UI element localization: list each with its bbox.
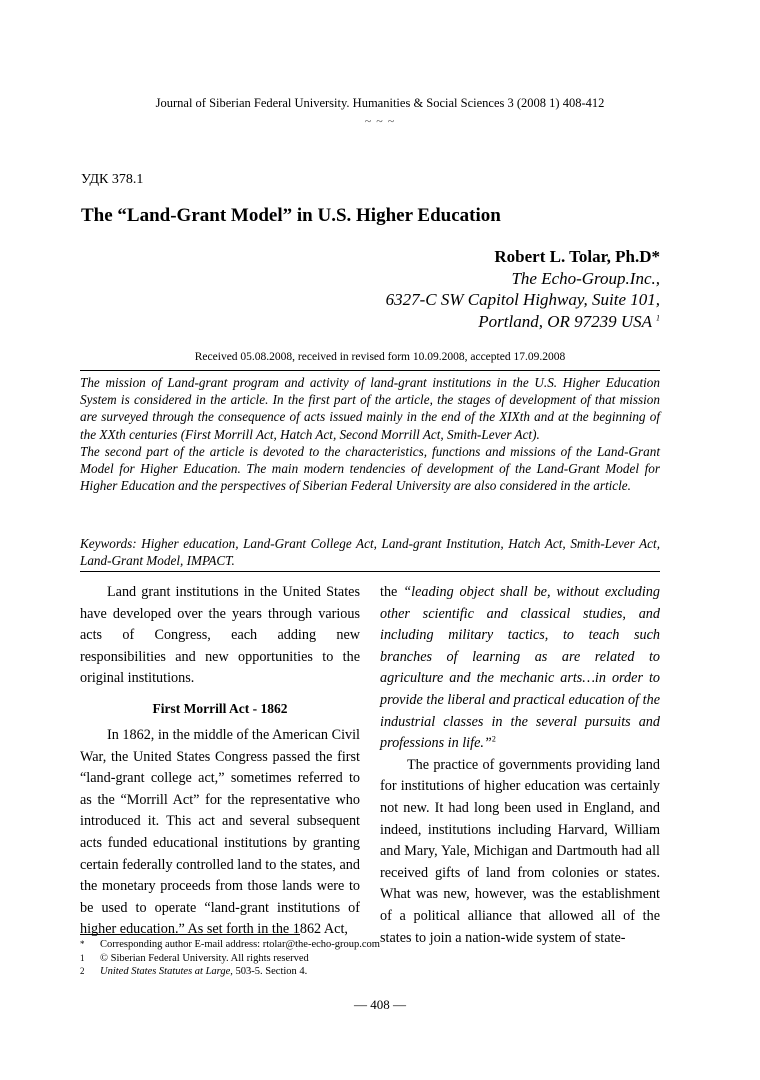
- footnote-rule: [80, 934, 300, 935]
- body-paragraph: In 1862, in the middle of the American Civil War, the United States Congress passed the first “land-grant college act,” sometimes referred to as the “Morrill Act” for the representative who introduced it. This act and several subsequent acts funded educational institutions by granting certain federally controlled land to the states, and the monetary proceeds from those lands were to be used to operate “land-grant institutions of higher education.” As set forth in the 1862 Act,: [80, 726, 360, 938]
- body-column-right: [380, 582, 660, 949]
- author-block: [386, 246, 660, 332]
- statute-quote: “leading object shall be, without excluding other scientific and classical studies, and including military tactics, to teach such branches of learning as are related to agriculture and the mechanic arts…in order to provide the liberal and practical education of the industrial classes in the several pursuits and professions in life.”: [380, 584, 660, 752]
- quote-lead: the: [380, 584, 398, 600]
- footnote: [80, 952, 660, 966]
- author-affiliation-1: The Echo-Group.Inc.,: [511, 268, 660, 288]
- udk-code: УДК 378.1: [81, 172, 144, 187]
- keywords: Keywords: Higher education, Land-Grant College Act, Land-grant Institution, Hatch Act, Smith-Lever Act, Land-Grant Model, IMPACT.: [80, 536, 660, 569]
- body-column-left: [80, 582, 360, 941]
- abstract-paragraph-2: The second part of the article is devoted to the characteristics, functions and missions of the Land-Grant Model for Higher Education. The main modern tendencies of development of the Land-Grant Model for Higher Education and the perspectives of Siberian Federal University are also considered in the article.: [80, 443, 660, 494]
- abstract-top-rule: [80, 370, 660, 371]
- author-city: Portland, OR 97239 USA: [478, 311, 652, 331]
- quote-paragraph: [380, 582, 660, 755]
- footnote-text: © Siberian Federal University. All rights reserved: [100, 952, 309, 964]
- abstract-paragraph-1: The mission of Land-grant program and activity of land-grant institutions in the U.S. Higher Education System is considered in the article. In the first part of the article, the stages of development of that mission are surveyed through the consequence of acts issued mainly in the end of the XIXth and at the beginning of the XXth centuries (First Morrill Act, Hatch Act, Second Morrill Act, Smith-Lever Act).: [80, 375, 660, 442]
- footnote-text-rest: , 503-5. Section 4.: [230, 966, 308, 978]
- footnote-mark: *: [80, 939, 85, 949]
- abstract: [80, 374, 660, 494]
- author-affiliation-2: 6327-C SW Capitol Highway, Suite 101,: [385, 290, 660, 309]
- body-paragraph: Land grant institutions in the United States have developed over the years through various acts of Congress, each adding new responsibilities and new opportunities to the original institutions.: [80, 584, 360, 687]
- footnote-mark: 1: [80, 952, 85, 963]
- footnote: [80, 965, 660, 979]
- author-footnote-mark[interactable]: 1: [656, 312, 660, 322]
- journal-header: Journal of Siberian Federal University. Humanities & Social Sciences 3 (2008 1) 408-412: [155, 96, 605, 110]
- quote-footnote-mark[interactable]: 2: [491, 734, 496, 744]
- page-number: — 408 —: [354, 997, 406, 1012]
- footnote-italic-title: United States Statutes at Large: [100, 966, 231, 978]
- body-paragraph: The practice of governments providing land for institutions of higher education was certainly not new. It had long been used in England, and indeed, institutions including Harvard, William and Mary, Yale, Michigan and Dartmouth had all received gifts of land from colonies or states. What was new, however, was the establishment of a political alliance that allowed all of the states to join a nation-wide system of state-: [380, 756, 660, 946]
- received-dates: Received 05.08.2008, received in revised form 10.09.2008, accepted 17.09.2008: [194, 351, 566, 363]
- footnotes: [80, 938, 660, 979]
- section-heading: First Morrill Act - 1862: [152, 700, 288, 716]
- footnote-mark: 2: [80, 966, 85, 977]
- footnote-text: Corresponding author E-mail address: rtolar@the-echo-group.com: [100, 939, 380, 950]
- footnote-text: [100, 965, 307, 979]
- footnote: [80, 938, 660, 952]
- author-city-line: [386, 311, 660, 333]
- author-name: Robert L. Tolar, Ph.D*: [494, 247, 660, 266]
- header-separator: ~ ~ ~: [364, 114, 396, 128]
- abstract-bottom-rule: [80, 571, 660, 572]
- paper-title: The “Land-Grant Model” in U.S. Higher Education: [81, 205, 501, 226]
